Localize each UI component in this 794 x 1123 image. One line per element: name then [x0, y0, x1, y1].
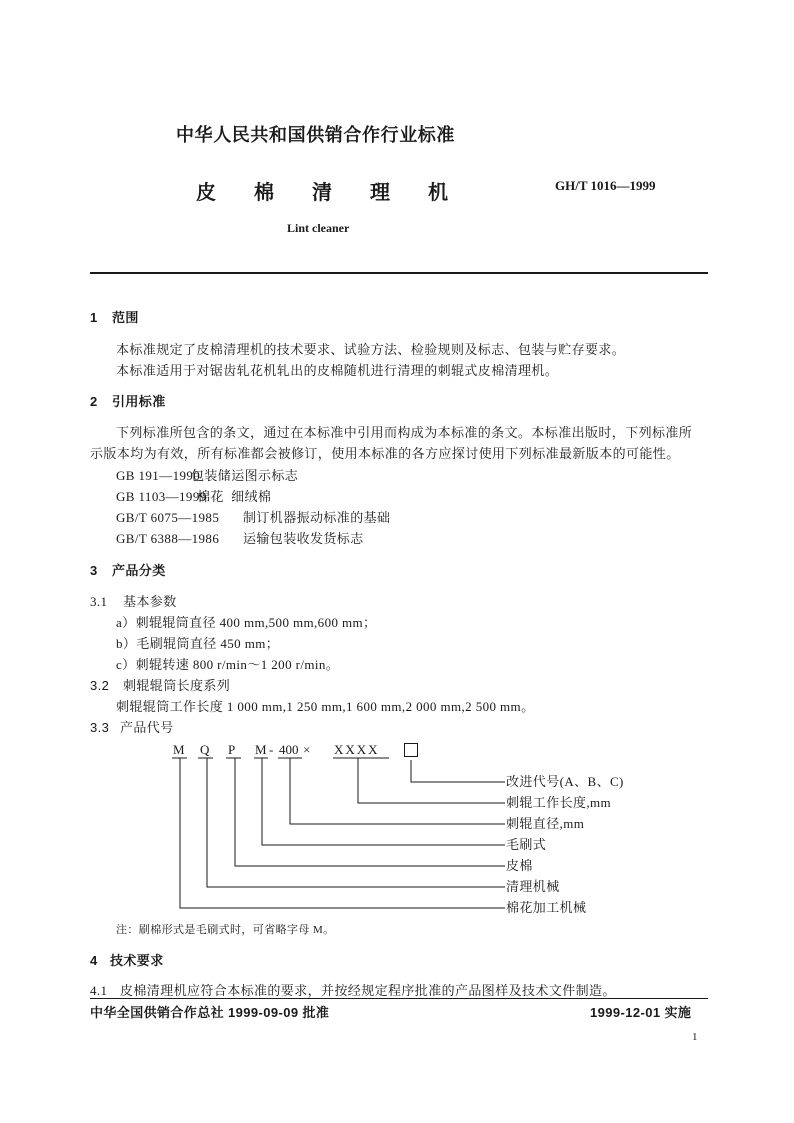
code-diameter: 400: [279, 742, 299, 757]
footer-rule: [90, 998, 708, 999]
reference-name: 制订机器振动标准的基础: [243, 510, 391, 525]
subsection-3-2-title: 刺辊辊筒长度系列: [123, 678, 231, 693]
reference-code: GB/T 6075—1985: [116, 510, 220, 525]
leader-length: [358, 758, 505, 803]
subsection-4-1-number: 4.1: [90, 983, 108, 998]
code-length: XXXX: [334, 742, 380, 757]
parameter-item: c）刺辊转速 800 r/min～1 200 r/min。: [116, 657, 340, 672]
leader-brush: [262, 758, 505, 845]
code-label-revision: 改进代号(A、B、C): [506, 774, 624, 789]
page-number: 1: [692, 1031, 698, 1043]
subsection-4-1-text: 皮棉清理机应符合本标准的要求，并按经规定程序批准的产品图样及技术文件制造。: [120, 983, 616, 998]
subsection-3-3-number: 3.3: [90, 720, 110, 735]
leader-cotton-machinery: [180, 758, 505, 908]
code-letter-m-brush: M: [255, 742, 267, 757]
product-code-diagram: [150, 740, 520, 920]
code-letter-m-cotton: M: [173, 742, 185, 757]
section-3-title: 产品分类: [112, 563, 166, 578]
leader-revision: [411, 760, 505, 782]
leader-cleaner: [207, 758, 505, 887]
section-3-number: 3: [90, 563, 98, 578]
code-label-lint: 皮棉: [506, 858, 533, 873]
length-series-text: 刺辊辊筒工作长度 1 000 mm,1 250 mm,1 600 mm,2 000 mm,2 500 mm。: [116, 699, 535, 714]
code-label-diameter: 刺辊直径,mm: [506, 816, 585, 831]
leader-diameter: [290, 758, 505, 824]
implementation-date: 1999-12-01 实施: [590, 1005, 692, 1020]
code-label-cleaner: 清理机械: [506, 879, 560, 894]
reference-code: GB 191—1990: [116, 468, 201, 483]
code-note: 注：刷棉形式是毛刷式时，可省略字母 M。: [116, 924, 335, 936]
subsection-3-3-title: 产品代号: [120, 720, 174, 735]
subsection-3-1-title: 基本参数: [123, 594, 177, 609]
reference-code: GB/T 6388—1986: [116, 531, 220, 546]
scope-paragraph-1: 本标准规定了皮棉清理机的技术要求、试验方法、检验规则及标志、包装与贮存要求。: [116, 342, 626, 357]
leader-lint: [235, 758, 505, 866]
code-dash: -: [269, 742, 274, 757]
subsection-3-2-number: 3.2: [90, 678, 110, 693]
reference-name: 运输包装收发货标志: [243, 531, 364, 546]
references-intro-line-1: 下列标准所包含的条文，通过在本标准中引用而构成为本标准的条文。本标准出版时，下列标准所: [116, 425, 693, 440]
reference-name: 棉花 细绒棉: [197, 489, 272, 504]
approval-statement: 中华全国供销合作总社 1999-09-09 批准: [90, 1005, 330, 1020]
header-rule: [90, 272, 708, 274]
section-4-number: 4: [90, 953, 98, 968]
document-title: 皮棉清理机: [196, 182, 486, 204]
references-intro-line-2: 示版本均为有效，所有标准都会被修订，使用本标准的各方应探讨使用下列标准最新版本的可能性。: [90, 446, 680, 461]
standard-number: GH/T 1016—1999: [555, 178, 656, 193]
section-1-number: 1: [90, 310, 98, 325]
reference-code: GB 1103—1999: [116, 489, 207, 504]
english-title: Lint cleaner: [287, 221, 350, 235]
code-label-length: 刺辊工作长度,mm: [506, 795, 612, 810]
code-letter-q-cleaner: Q: [200, 742, 210, 757]
section-4-title: 技术要求: [110, 953, 164, 968]
subsection-3-1-number: 3.1: [90, 594, 108, 609]
code-label-cotton-machinery: 棉花加工机械: [506, 900, 587, 915]
parameter-item: a）刺辊辊筒直径 400 mm,500 mm,600 mm；: [116, 615, 377, 630]
parameter-item: b）毛刷辊筒直径 450 mm；: [116, 636, 280, 651]
section-2-number: 2: [90, 394, 98, 409]
reference-name: 包装储运图示标志: [191, 468, 299, 483]
code-times: ×: [303, 742, 311, 757]
section-2-title: 引用标准: [112, 394, 166, 409]
scope-paragraph-2: 本标准适用于对锯齿轧花机轧出的皮棉随机进行清理的刺辊式皮棉清理机。: [116, 363, 559, 378]
code-letter-p-lint: P: [228, 742, 236, 757]
issuing-organization: 中华人民共和国供销合作行业标准: [176, 125, 455, 145]
code-label-brush: 毛刷式: [506, 837, 547, 852]
section-1-title: 范围: [112, 310, 139, 325]
